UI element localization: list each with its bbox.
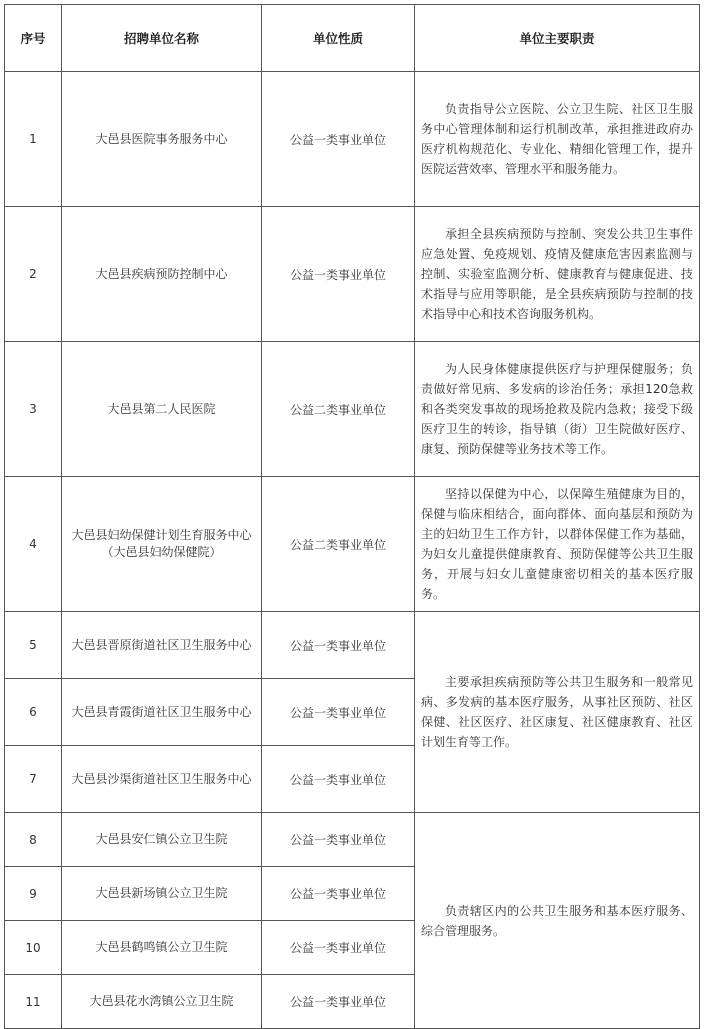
row-unit-name: 大邑县妇幼保健计划生育服务中心（大邑县妇幼保健院） (62, 477, 262, 612)
row-seq: 8 (5, 813, 62, 867)
row-unit-type: 公益一类事业单位 (262, 207, 415, 342)
row-seq: 4 (5, 477, 62, 612)
table-row (5, 207, 700, 342)
row-unit-duty: 主要承担疾病预防等公共卫生服务和一般常见病、多发病的基本医疗服务，从事社区预防、社区保健、社区医疗、社区康复、社区健康教育、社区计划生育等工作。 (415, 612, 700, 813)
row-unit-name: 大邑县疾病预防控制中心 (62, 207, 262, 342)
row-unit-name: 大邑县医院事务服务中心 (62, 72, 262, 207)
row-unit-name: 大邑县安仁镇公立卫生院 (62, 813, 262, 867)
row-unit-duty: 坚持以保健为中心，以保障生殖健康为目的，保健与临床相结合，面向群体、面向基层和预防为主的妇幼卫生工作方针，以群体保健工作为基础，为妇女儿童提供健康教育、预防保健等公共卫生服务，开展与妇女儿童健康密切相关的基本医疗服务。 (415, 477, 700, 612)
row-unit-type: 公益一类事业单位 (262, 867, 415, 921)
row-unit-type: 公益一类事业单位 (262, 975, 415, 1029)
row-seq: 3 (5, 342, 62, 477)
row-seq: 6 (5, 679, 62, 746)
row-unit-type: 公益二类事业单位 (262, 342, 415, 477)
row-unit-duty: 负责辖区内的公共卫生服务和基本医疗服务、综合管理服务。 (415, 813, 700, 1029)
table-row (5, 813, 700, 867)
row-unit-type: 公益一类事业单位 (262, 921, 415, 975)
table-header-row (5, 5, 700, 72)
table-row (5, 342, 700, 477)
row-seq: 10 (5, 921, 62, 975)
table-row (5, 72, 700, 207)
row-unit-name: 大邑县第二人民医院 (62, 342, 262, 477)
row-unit-duty: 承担全县疾病预防与控制、突发公共卫生事件应急处置、免疫规划、疫情及健康危害因素监测与控制、实验室监测分析、健康教育与健康促进、技术指导与应用等职能，是全县疾病预防与控制的技术指导中心和技术咨询服务机构。 (415, 207, 700, 342)
row-seq: 11 (5, 975, 62, 1029)
row-unit-name: 大邑县青霞街道社区卫生服务中心 (62, 679, 262, 746)
header-unit-type: 单位性质 (262, 5, 415, 72)
row-unit-duty: 负责指导公立医院、公立卫生院、社区卫生服务中心管理体制和运行机制改革，承担推进政府办医疗机构规范化、专业化、精细化管理工作，提升医院运营效率、管理水平和服务能力。 (415, 72, 700, 207)
row-seq: 2 (5, 207, 62, 342)
row-unit-type: 公益一类事业单位 (262, 813, 415, 867)
header-unit-name: 招聘单位名称 (62, 5, 262, 72)
row-unit-type: 公益一类事业单位 (262, 679, 415, 746)
row-unit-type: 公益一类事业单位 (262, 746, 415, 813)
row-seq: 1 (5, 72, 62, 207)
table-row (5, 612, 700, 679)
row-seq: 7 (5, 746, 62, 813)
header-unit-duty: 单位主要职责 (415, 5, 700, 72)
row-unit-name: 大邑县花水湾镇公立卫生院 (62, 975, 262, 1029)
row-unit-name: 大邑县晋原街道社区卫生服务中心 (62, 612, 262, 679)
table-row (5, 477, 700, 612)
row-seq: 5 (5, 612, 62, 679)
row-unit-name: 大邑县新场镇公立卫生院 (62, 867, 262, 921)
row-unit-duty: 为人民身体健康提供医疗与护理保健服务；负责做好常见病、多发病的诊治任务；承担120急救和各类突发事故的现场抢救及院内急救；接受下级医疗卫生的转诊，指导镇（街）卫生院做好医疗、康复、预防保健等业务技术等工作。 (415, 342, 700, 477)
header-seq: 序号 (5, 5, 62, 72)
row-seq: 9 (5, 867, 62, 921)
row-unit-type: 公益一类事业单位 (262, 612, 415, 679)
row-unit-type: 公益二类事业单位 (262, 477, 415, 612)
row-unit-type: 公益一类事业单位 (262, 72, 415, 207)
row-unit-name: 大邑县沙渠街道社区卫生服务中心 (62, 746, 262, 813)
recruitment-units-table (4, 4, 700, 1029)
row-unit-name: 大邑县鹤鸣镇公立卫生院 (62, 921, 262, 975)
